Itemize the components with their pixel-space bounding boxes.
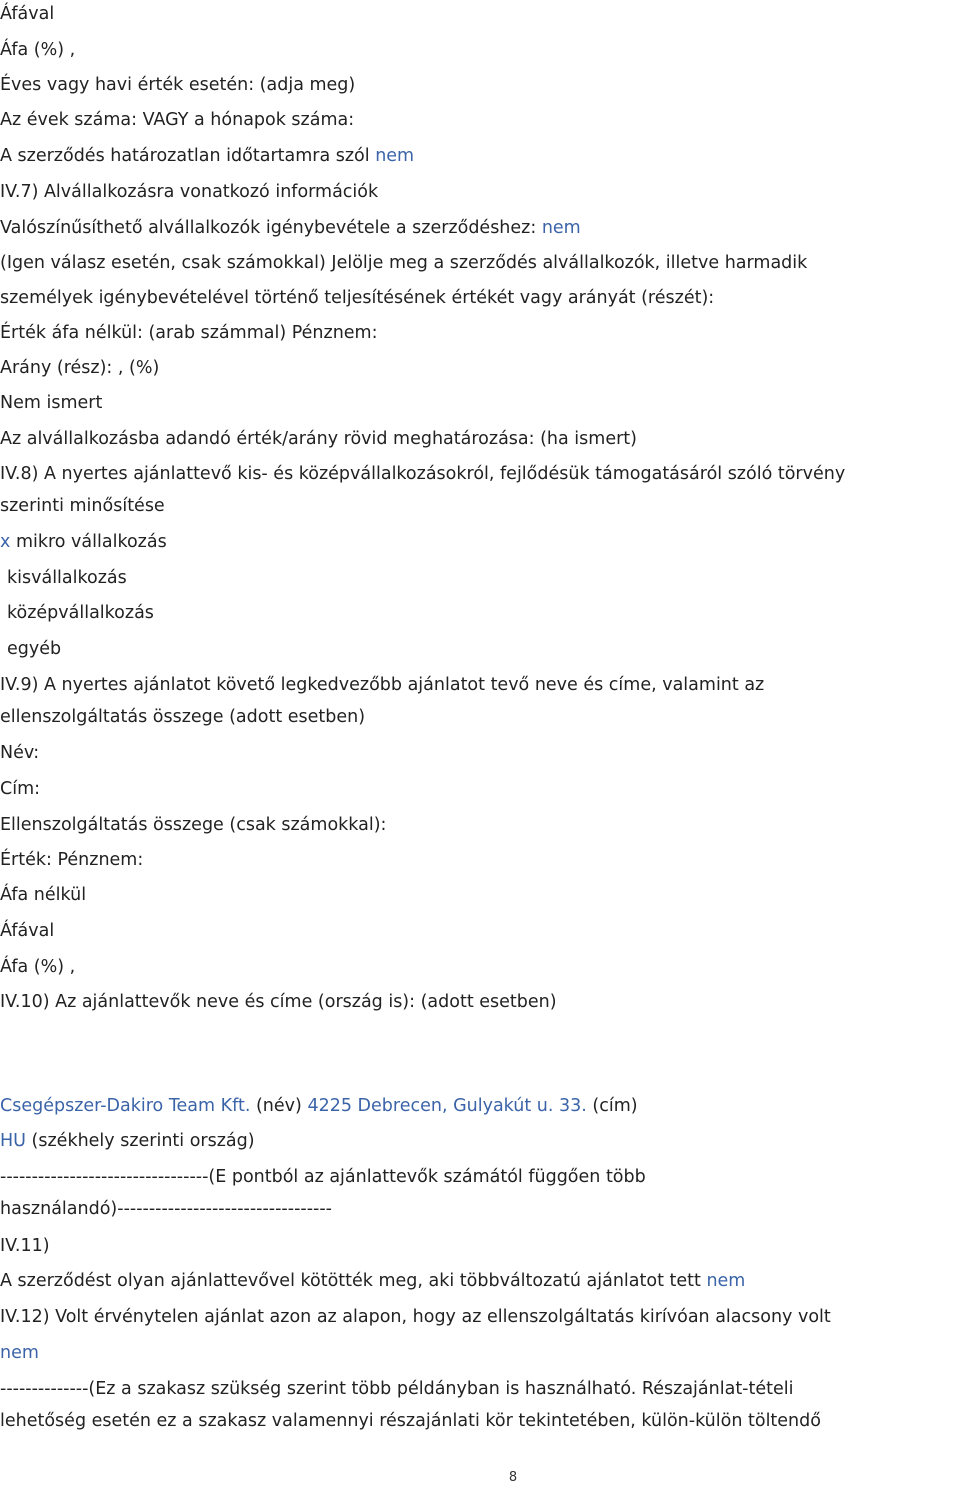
abnormally-low-value: nem — [0, 1343, 39, 1363]
name-label: Név: — [0, 743, 40, 763]
value-currency-label: Érték: Pénznem: — [0, 850, 144, 870]
vat-excluded-label: Áfa nélkül — [0, 885, 87, 905]
vat-included-label-2: Áfával — [0, 921, 55, 941]
variant-bid-line: A szerződést olyan ajánlattevővel kötötték meg, aki többváltozatú ajánlatot tett nem — [0, 1271, 746, 1291]
address-label: Cím: — [0, 779, 41, 799]
separator-note-1: ---------------------------------(E pontból az ajánlattevők számától függően több — [0, 1167, 646, 1187]
option-other: egyéb — [7, 639, 62, 659]
subcontract-instruction-1: (Igen válasz esetén, csak számokkal) Jelölje meg a szerződés alvállalkozók, illetve harmadik — [0, 253, 808, 273]
variant-bid-value: nem — [706, 1271, 746, 1291]
country-line: HU (székhely szerinti ország) — [0, 1131, 255, 1151]
section-iv7-heading: IV.7) Alvállalkozásra vonatkozó információk — [0, 182, 379, 202]
years-months-label: Az évek száma: VAGY a hónapok száma: — [0, 110, 355, 130]
section-iv8-heading-cont: szerinti minősítése — [0, 496, 165, 516]
consideration-amount-label: Ellenszolgáltatás összege (csak számokkal): — [0, 815, 387, 835]
vat-percent-label-2: Áfa (%) , — [0, 957, 76, 977]
bidder-line: Csegépszer-Dakiro Team Kft. (név) 4225 Debrecen, Gulyakút u. 33. (cím) — [0, 1096, 638, 1116]
annual-monthly-label: Éves vagy havi érték esetén: (adja meg) — [0, 75, 356, 95]
subcontractors-line: Valószínűsíthető alvállalkozók igénybevétele a szerződéshez: nem — [0, 218, 581, 238]
option-medium-enterprise: középvállalkozás — [7, 603, 154, 623]
bidder-name: Csegépszer-Dakiro Team Kft. — [0, 1096, 251, 1116]
section-iv10-heading: IV.10) Az ajánlattevők neve és címe (ország is): (adott esetben) — [0, 992, 557, 1012]
indefinite-term-value: nem — [375, 146, 415, 166]
section-iv12-heading: IV.12) Volt érvénytelen ajánlat azon az alapon, hogy az ellenszolgáltatás kirívóan alacsony volt — [0, 1307, 831, 1327]
separator-note-2: használandó)---------------------------------- — [0, 1199, 332, 1219]
bidder-address: 4225 Debrecen, Gulyakút u. 33. — [307, 1096, 587, 1116]
page-number: 8 — [508, 1470, 518, 1485]
subcontractors-value: nem — [541, 218, 581, 238]
value-excl-vat-label: Érték áfa nélkül: (arab számmal) Pénznem: — [0, 323, 378, 343]
section-iv9-heading: IV.9) A nyertes ajánlatot követő legkedvezőbb ajánlatot tevő neve és címe, valamint az — [0, 675, 765, 695]
vat-included-label: Áfával — [0, 4, 55, 24]
vat-percent-label: Áfa (%) , — [0, 40, 76, 60]
section-note-1: --------------(Ez a szakasz szükség szerint több példányban is használható. Részajánlat-tételi — [0, 1379, 794, 1399]
subcontract-description-label: Az alvállalkozásba adandó érték/arány rövid meghatározása: (ha ismert) — [0, 429, 637, 449]
section-iv11-heading: IV.11) — [0, 1236, 50, 1256]
option-micro-enterprise: x mikro vállalkozás — [0, 532, 167, 552]
indefinite-term-line: A szerződés határozatlan időtartamra szól nem — [0, 146, 415, 166]
section-note-2: lehetőség esetén ez a szakasz valamennyi részajánlati kör tekintetében, külön-külön töltendő — [0, 1411, 821, 1431]
country-code: HU — [0, 1131, 26, 1151]
option-small-enterprise: kisvállalkozás — [7, 568, 127, 588]
section-iv8-heading: IV.8) A nyertes ajánlattevő kis- és középvállalkozásokról, fejlődésük támogatásáról szóló törvény — [0, 464, 846, 484]
not-known-label: Nem ismert — [0, 393, 103, 413]
ratio-label: Arány (rész): , (%) — [0, 358, 160, 378]
subcontract-instruction-2: személyek igénybevételével történő teljesítésének értékét vagy arányát (részét): — [0, 288, 715, 308]
section-iv9-heading-cont: ellenszolgáltatás összege (adott esetben) — [0, 707, 366, 727]
selected-mark: x — [0, 532, 11, 552]
